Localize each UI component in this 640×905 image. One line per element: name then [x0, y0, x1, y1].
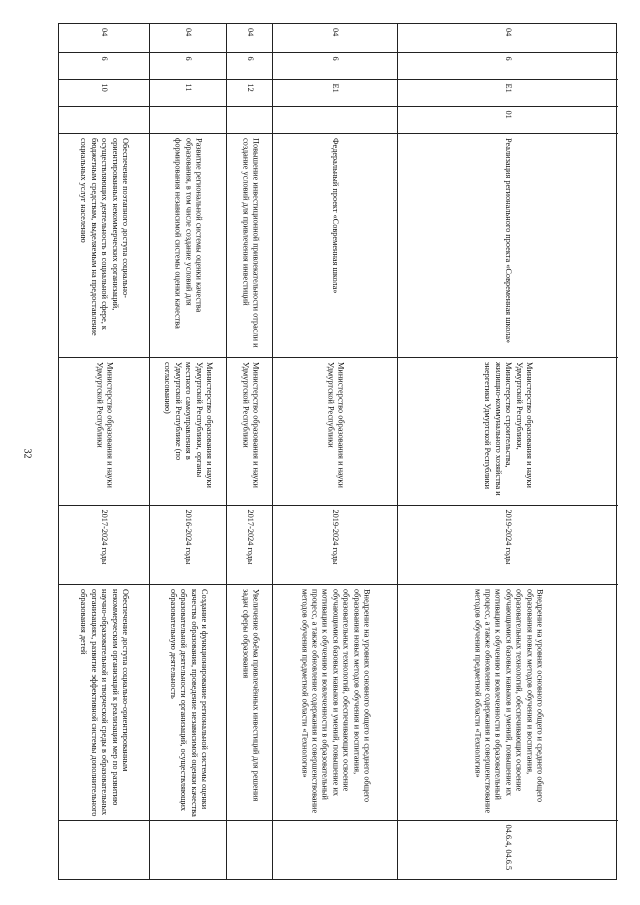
- program-table: [58, 23, 617, 880]
- code-om-cell-text: 11: [184, 83, 194, 92]
- code-om-cell-text: 10: [100, 83, 110, 92]
- period-cell-text: 2017-2024 годы: [245, 509, 255, 565]
- period-cell: [227, 505, 272, 584]
- code-gp-cell: [150, 24, 226, 52]
- table-row: [226, 24, 272, 879]
- expected-result-cell: [273, 584, 397, 820]
- code-gp-cell-text: 04: [100, 28, 110, 37]
- period-cell-text: 2016-2024 годы: [184, 509, 194, 565]
- table-row: [397, 24, 618, 879]
- executor-cell: [150, 357, 226, 505]
- code-om-cell-text: 12: [245, 83, 255, 92]
- executor-cell-text: Министерство образования и науки Удмуртской Республики, органы местного самоуправления в Удмуртской Республике (по согласованию): [163, 361, 215, 488]
- code-gp-cell: [227, 24, 272, 52]
- code-om-cell: [59, 79, 149, 106]
- indicators-cell: [398, 820, 618, 881]
- event-title-cell: [227, 133, 272, 357]
- code-om-cell: [273, 79, 397, 106]
- code-gp-cell-text: 04: [245, 28, 255, 37]
- indicators-cell: [59, 820, 149, 881]
- table-row: [272, 24, 397, 879]
- indicators-cell-text: 04.6.4, 04.6.5: [504, 824, 514, 871]
- code-om-cell-text: E1: [331, 83, 341, 93]
- code-gp-cell-text: 04: [184, 28, 194, 37]
- table-row: [149, 24, 226, 879]
- code-gp-cell-text: 04: [331, 28, 341, 37]
- code-pp-cell: [227, 52, 272, 79]
- event-title-cell-text: Федеральный проект «Современная школа»: [331, 137, 341, 294]
- code-om-cell-text: E1: [504, 83, 514, 93]
- executor-cell: [398, 357, 618, 505]
- indicators-cell: [150, 820, 226, 881]
- period-cell: [398, 505, 618, 584]
- code-m-cell: [59, 106, 149, 133]
- event-title-cell-text: Повышение инвестиционной привлекательности отрасли и создание условий для привлечения инвестиций: [240, 137, 260, 348]
- code-pp-cell-text: 6: [331, 56, 341, 61]
- period-cell: [273, 505, 397, 584]
- period-cell: [150, 505, 226, 584]
- code-gp-cell: [59, 24, 149, 52]
- code-m-cell: [398, 106, 618, 133]
- executor-cell-text: Министерство образования и науки Удмуртской Республики, Министерство строительства, жилищно-коммунального хозяйства и энергетики Удмуртской Республики: [483, 361, 535, 496]
- executor-cell-text: Министерство образования и науки Удмуртской Республики: [95, 361, 115, 488]
- code-pp-cell: [59, 52, 149, 79]
- expected-result-cell-text: Внедрение на уровнях основного общего и среднего общего образования новых методов обучения и воспитания, образовательных технологий, обеспечивающих освоение обучающимися базовых навыков и умений, повышение их мотивации к обучению и вовлеченности в образовательный процесс, а также обновление содержания и совершенствование методов обучения предметной области «Технология»: [299, 588, 372, 813]
- event-title-cell-text: Развитие региональной системы оценки качества образования, в том числе создание условий для формирования независимой системы оценки качества: [173, 137, 204, 329]
- executor-cell-text: Министерство образования и науки Удмуртской Республики: [240, 361, 260, 488]
- expected-result-cell-text: Обеспечение доступа социально-ориентированным некоммерческим организаций к реализации мер по развитию научно-образовательной и творческой среды в образовательных организациях, развитие эффективной системы дополнительного образования детей: [79, 588, 131, 816]
- executor-cell: [273, 357, 397, 505]
- event-title-cell-text: Обеспечение поэтапного доступа социально-ориентированных некоммерческих организаций, осуществляющих деятельность в социальной сфере, к бюджетным средствам, выделяемым на предоставление социальных услуг населению: [79, 137, 131, 336]
- event-title-cell: [398, 133, 618, 357]
- code-m-cell: [227, 106, 272, 133]
- executor-cell: [227, 357, 272, 505]
- expected-result-cell: [398, 584, 618, 820]
- executor-cell: [59, 357, 149, 505]
- code-m-cell-text: 01: [504, 110, 514, 119]
- expected-result-cell-text: Внедрение на уровнях основного общего и среднего общего образования новых методов обучения и воспитания, образовательных технологий, обеспечивающих освоение обучающимися базовых навыков и умений, повышение их мотивации к обучению и вовлеченности в образовательный процесс, а также обновление содержания и совершенствование методов обучения предметной области «Технология»: [472, 588, 545, 813]
- event-title-cell-text: Реализация регионального проекта «Современная школа»: [504, 137, 514, 343]
- code-om-cell: [150, 79, 226, 106]
- executor-cell-text: Министерство образования и науки Удмуртской Республики: [326, 361, 346, 488]
- indicators-cell: [227, 820, 272, 881]
- event-title-cell: [150, 133, 226, 357]
- code-gp-cell: [398, 24, 618, 52]
- expected-result-cell: [150, 584, 226, 820]
- table-row: [59, 24, 149, 879]
- page-number: 32: [21, 448, 33, 459]
- code-gp-cell: [273, 24, 397, 52]
- indicators-cell: [273, 820, 397, 881]
- code-m-cell: [150, 106, 226, 133]
- code-om-cell: [227, 79, 272, 106]
- period-cell-text: 2019-2024 годы: [331, 509, 341, 565]
- code-m-cell: [273, 106, 397, 133]
- period-cell: [59, 505, 149, 584]
- event-title-cell: [59, 133, 149, 357]
- period-cell-text: 2019-2024 годы: [504, 509, 514, 565]
- expected-result-cell-text: Увеличение объёма привлечённых инвестиций для решения задач сферы образования: [240, 588, 260, 801]
- code-pp-cell-text: 6: [504, 56, 514, 61]
- expected-result-cell: [227, 584, 272, 820]
- code-pp-cell-text: 6: [100, 56, 110, 61]
- code-pp-cell-text: 6: [184, 56, 194, 61]
- code-pp-cell: [150, 52, 226, 79]
- code-pp-cell: [398, 52, 618, 79]
- code-pp-cell: [273, 52, 397, 79]
- code-gp-cell-text: 04: [504, 28, 514, 37]
- code-pp-cell-text: 6: [245, 56, 255, 61]
- code-om-cell: [398, 79, 618, 106]
- event-title-cell: [273, 133, 397, 357]
- expected-result-cell-text: Создание и функционирование региональной системы оценки качества образования, проведение независимой оценки качества образовательной деятельности организаций, осуществляющих образовательную деятельность: [168, 588, 209, 817]
- period-cell-text: 2017-2024 годы: [100, 509, 110, 565]
- expected-result-cell: [59, 584, 149, 820]
